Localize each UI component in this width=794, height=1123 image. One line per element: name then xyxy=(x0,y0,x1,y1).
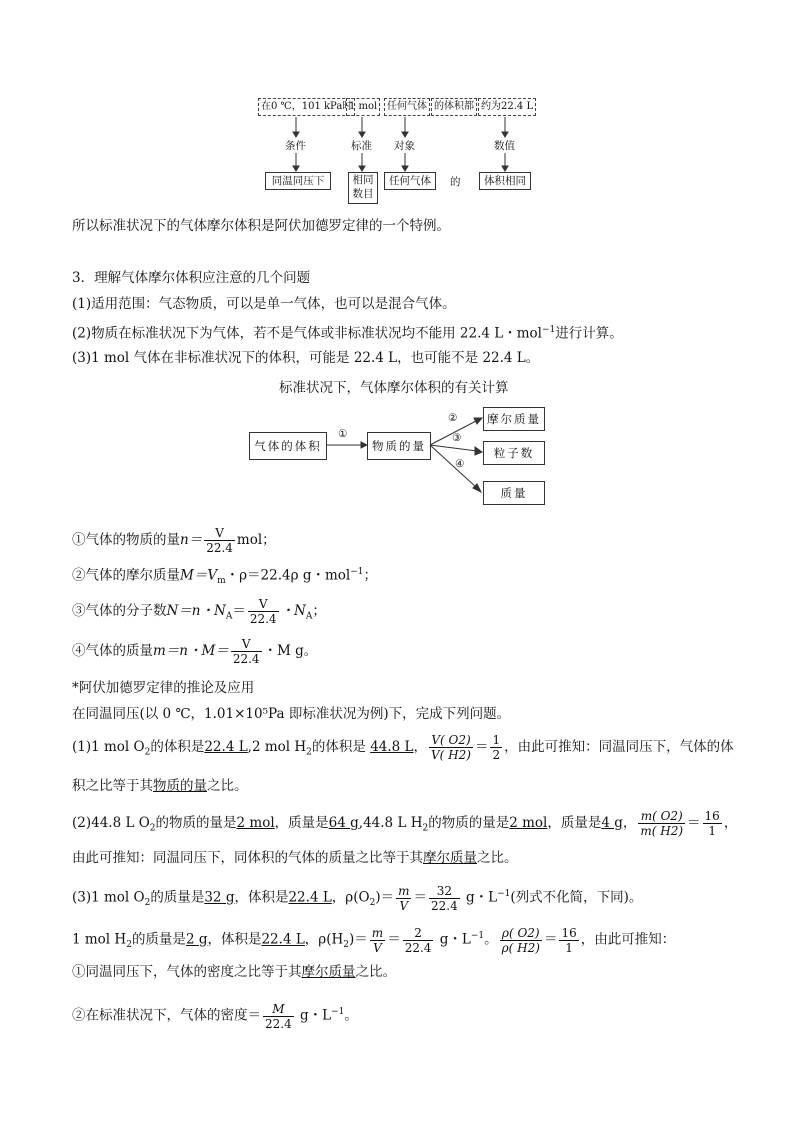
label-de: 的 xyxy=(450,176,461,188)
q1-a2: 的体积是 xyxy=(150,739,205,755)
q3b-rn: 16 xyxy=(561,925,577,940)
q1-rn: 1 xyxy=(492,733,501,747)
q1-eq: ＝ xyxy=(474,739,489,755)
r2-d: 22.4 xyxy=(265,1016,292,1031)
q1-l2b: 之比。 xyxy=(207,778,248,794)
q3b-d: ，ρ(H xyxy=(304,931,344,948)
calc-1-num: V xyxy=(204,526,235,541)
q3b-eq2: ＝ xyxy=(543,931,558,948)
box-mass: 质量 xyxy=(483,481,545,505)
avogadro-heading: *阿伏加德罗定律的推论及应用 xyxy=(72,680,255,696)
calc-2-end: ； xyxy=(363,567,378,584)
q3b-ratio xyxy=(559,926,578,955)
q3-vd: 22.4 xyxy=(430,898,458,913)
q2-c: ，质量是 xyxy=(274,815,329,831)
r1a: ①同温同压下，气体的密度之比等于其 xyxy=(72,964,302,980)
q2-line2 xyxy=(72,848,518,868)
q2-a-sub: 2 xyxy=(149,823,156,834)
calc-1-den: 22.4 xyxy=(206,541,233,555)
calc-3 xyxy=(72,592,326,636)
q3b-eq: ＝ xyxy=(387,931,401,948)
calc-3-num: V xyxy=(248,597,279,612)
q2-d-sub: 2 xyxy=(422,823,429,834)
q3-a: (3)1 mol O xyxy=(72,889,145,906)
r2-n: M xyxy=(263,1002,294,1017)
box-same-number-l1: 相同 xyxy=(352,174,374,186)
q3b-e: g・L xyxy=(439,931,471,948)
conclusion-1 xyxy=(72,962,396,982)
q1-ratio xyxy=(490,733,502,762)
q3-vn: 32 xyxy=(429,884,460,899)
q3b-answer-2: 22.4 L xyxy=(261,931,305,948)
q3b-rfn: ρ( O2) xyxy=(500,926,542,941)
mark-4: ④ xyxy=(455,458,465,470)
box-amount-of-substance: 物质的量 xyxy=(367,432,431,460)
q2-rn: 16 xyxy=(704,809,720,823)
calc-3-var: N＝n・N xyxy=(166,603,226,619)
q1-c-sub: 2 xyxy=(306,747,312,758)
box-same-number-l2: 数目 xyxy=(352,188,374,200)
calc-1-unit: mol； xyxy=(236,532,276,548)
q3b-frac xyxy=(370,926,385,955)
q3-line2 xyxy=(72,914,675,967)
calc-4 xyxy=(72,632,317,670)
r2c: 。 xyxy=(344,1007,358,1024)
section-3-title: 3．理解气体摩尔体积应注意的几个问题 xyxy=(72,270,311,286)
q3-d: ，ρ(O xyxy=(331,889,370,906)
q2-answer-2: 64 g xyxy=(328,815,359,831)
mark-1: ① xyxy=(338,428,348,440)
calc-4-b: ・M g。 xyxy=(263,643,318,659)
calc-3-eq: ＝ xyxy=(232,603,246,619)
calc-3-sub2: A xyxy=(305,611,313,622)
q2-l2a: 由此可推知：同温同压下，同体积的气体的质量之比等于其 xyxy=(72,850,423,866)
q1-c: ,2 mol H xyxy=(247,739,307,755)
s3i2sup: −1 xyxy=(541,325,556,335)
r2a: ②在标准状况下，气体的密度＝ xyxy=(72,1007,261,1024)
calc-3-text: ③气体的分子数 xyxy=(72,603,167,619)
calc-2-sub: m xyxy=(217,576,226,587)
box-value: 约为22.4 L xyxy=(478,98,536,116)
q2-a: (2)44.8 L O xyxy=(72,815,150,831)
mark-2: ② xyxy=(448,412,458,424)
calc-3-b: ・N xyxy=(280,603,306,619)
q1-c2: 的体积是 xyxy=(311,739,366,755)
q3b-e2: 。 xyxy=(484,931,498,948)
calc-2-b: ・ρ＝22.4ρ g・mol xyxy=(225,567,351,584)
calc-2-sup: −1 xyxy=(350,567,364,577)
q3b-answer-1: 2 g xyxy=(185,931,208,948)
box-same-volume: 体积相同 xyxy=(479,172,531,190)
q1-answer-1: 22.4 L xyxy=(204,739,248,755)
q3b-vd: 22.4 xyxy=(404,940,432,955)
box-volume: 的体积都 xyxy=(431,98,477,116)
q3b-a2: 的质量是 xyxy=(131,931,186,948)
q3-c: ，体积是 xyxy=(234,889,289,906)
q3-eq: ＝ xyxy=(413,889,427,906)
q1-fd: V( H2) xyxy=(431,748,471,762)
q2-line1: (2)44.8 L $O_2$的物质的量是2 mol，质量是64 g,44.8 L $H_2$的物质的量是2 mol，质量是4 g， $\frac{m( O2)}{m( H2)}$ ＝ $\frac{16}{1}$ ， xyxy=(72,809,738,838)
box-amount: 1 mol xyxy=(346,98,380,116)
label-object: 对象 xyxy=(394,140,415,152)
q1-fn: V( O2) xyxy=(429,733,473,748)
q3-frac xyxy=(396,884,411,913)
q3-fd: V xyxy=(399,898,409,913)
q2-answer-5: 摩尔质量 xyxy=(423,850,477,866)
q1-line2 xyxy=(72,776,248,796)
para-special-case: 所以标准状况下的气体摩尔体积是阿伏加德罗定律的一个特例。 xyxy=(72,218,450,234)
q3b-rd: 1 xyxy=(565,940,573,955)
conclusion-2 xyxy=(72,990,358,1038)
label-condition: 条件 xyxy=(285,140,306,152)
r2sup: −1 xyxy=(331,1007,345,1017)
q3-d2: )＝ xyxy=(375,889,395,906)
q3b-d-sub: 2 xyxy=(343,940,350,951)
q3b-vn: 2 xyxy=(403,926,434,941)
q3b-fn: m xyxy=(371,925,384,940)
q2-d: ,44.8 L H xyxy=(358,815,423,831)
section-3-item-3: (3)1 mol 气体在非标准状况下的体积，可能是 22.4 L，也可能不是 22.4 L。 xyxy=(72,350,540,366)
figure2-arrows xyxy=(0,0,794,520)
q3b-rho-frac xyxy=(500,926,542,955)
q3-answer-2: 22.4 L xyxy=(288,889,332,906)
q2-a2: 的物质的量是 xyxy=(155,815,237,831)
q1-frac xyxy=(429,733,473,762)
q3-answer-1: 32 g xyxy=(204,889,235,906)
q3b-rfd: ρ( H2) xyxy=(501,940,540,955)
r1-answer: 摩尔质量 xyxy=(301,964,356,980)
r1b: 之比。 xyxy=(355,964,396,980)
q3b-tail: ，由此可推知： xyxy=(580,931,676,948)
q3-f: (列式不化简，下同)。 xyxy=(510,889,643,906)
label-value: 数值 xyxy=(494,140,515,152)
q3b-value xyxy=(403,926,434,955)
q1-tail: ，由此可推知：同温同压下，气体的体 xyxy=(504,739,734,755)
label-standard: 标准 xyxy=(351,140,372,152)
box-gas-volume: 气体的体积 xyxy=(249,432,327,460)
r2b: g・L xyxy=(300,1007,332,1024)
calc-3-sub: A xyxy=(225,611,233,622)
q3b-d2: )＝ xyxy=(349,931,368,948)
q2-e: ，质量是 xyxy=(547,815,602,831)
calc-1-frac xyxy=(204,526,235,555)
section-3-item-1: (1)适用范围：气态物质，可以是单一气体，也可以是混合气体。 xyxy=(72,296,456,312)
calc-4-den: 22.4 xyxy=(232,652,260,666)
q2-answer-4: 4 g xyxy=(601,815,623,831)
calc-2-text: ②气体的摩尔质量 xyxy=(72,567,180,584)
q3b-a-sub: 2 xyxy=(126,940,132,951)
q1-answer-3: 物质的量 xyxy=(153,778,207,794)
box-any-gas: 任何气体 xyxy=(384,172,436,190)
calc-1-var: n＝ xyxy=(180,532,203,548)
calc-2 xyxy=(72,562,377,591)
s3i2a: (2)物质在标准状况下为气体，若不是气体或非标准状况均不能用 22.4 L・mol xyxy=(72,325,542,342)
box-same-temp: 同温同压下 xyxy=(265,172,331,190)
calc-4-frac xyxy=(231,637,262,666)
q1-a: (1)1 mol O xyxy=(72,739,145,755)
avogadro-intro: 在同温同压(以 0 ℃，1.01×10⁵Pa 即标准状况为例)下，完成下列问题。 xyxy=(72,706,511,722)
box-molar-mass: 摩尔质量 xyxy=(483,407,545,431)
q3-a2: 的质量是 xyxy=(150,889,205,906)
calc-3-end: ； xyxy=(312,603,326,619)
q3-value xyxy=(429,884,460,913)
q3b-esup: −1 xyxy=(470,931,485,941)
q3-e: g・L xyxy=(466,889,498,906)
q1-l2a: 积之比等于其 xyxy=(72,778,153,794)
calc-4-num: V xyxy=(231,637,262,652)
box-condition: 在0 ℃，101 kPa时 xyxy=(258,98,355,116)
q1-rd: 2 xyxy=(492,748,501,762)
q3-esup: −1 xyxy=(497,889,511,899)
q2-d2: 的物质的量是 xyxy=(428,815,510,831)
calc-3-frac xyxy=(248,597,279,626)
q2-answer-3: 2 mol xyxy=(509,815,548,831)
q3b-a: 1 mol H xyxy=(72,931,127,948)
calc-2-var: M＝V xyxy=(180,567,218,584)
q2-answer-1: 2 mol xyxy=(236,815,275,831)
calc-1 xyxy=(72,521,276,559)
q2-l2b: 之比。 xyxy=(477,850,518,866)
q3-a-sub: 2 xyxy=(144,898,151,909)
calc-4-text: ④气体的质量 xyxy=(72,643,153,659)
q3-fn: m xyxy=(398,883,410,898)
box-particle-number: 粒子数 xyxy=(483,441,545,465)
q3b-fd: V xyxy=(373,940,382,955)
mark-3: ③ xyxy=(452,432,462,444)
q2-rd: 1 xyxy=(708,824,716,838)
q2-frac xyxy=(638,809,685,838)
calc-4-var: m＝n・M＝ xyxy=(153,643,229,659)
q3-d-sub: 2 xyxy=(369,898,376,909)
q1-a-sub: 2 xyxy=(144,747,151,758)
s3i2b: 进行计算。 xyxy=(555,325,623,342)
calc-3-den: 22.4 xyxy=(249,612,277,626)
figure2-title: 标准状况下，气体摩尔体积的有关计算 xyxy=(279,380,509,396)
q1-answer-2: 44.8 L xyxy=(370,739,414,755)
box-object: 任何气体 xyxy=(384,98,430,116)
q2-eq: ＝ xyxy=(687,815,701,831)
q2-ratio xyxy=(703,809,722,838)
r2-frac xyxy=(263,1002,294,1031)
calc-1-text: ①气体的物质的量 xyxy=(72,532,180,548)
q2-fn: m( O2) xyxy=(638,809,685,824)
q1-line1: (1)1 mol $O_2$的体积是22.4 L,2 mol $H_2$的体积是 44.8 L， $\frac{V( O2)}{V( H2)}$ ＝ $\frac{1}{2}$ ，由此可推知：同温同压下，气体的体 xyxy=(72,733,734,762)
q3b-c: ，体积是 xyxy=(207,931,262,948)
q2-fd: m( H2) xyxy=(640,824,684,838)
